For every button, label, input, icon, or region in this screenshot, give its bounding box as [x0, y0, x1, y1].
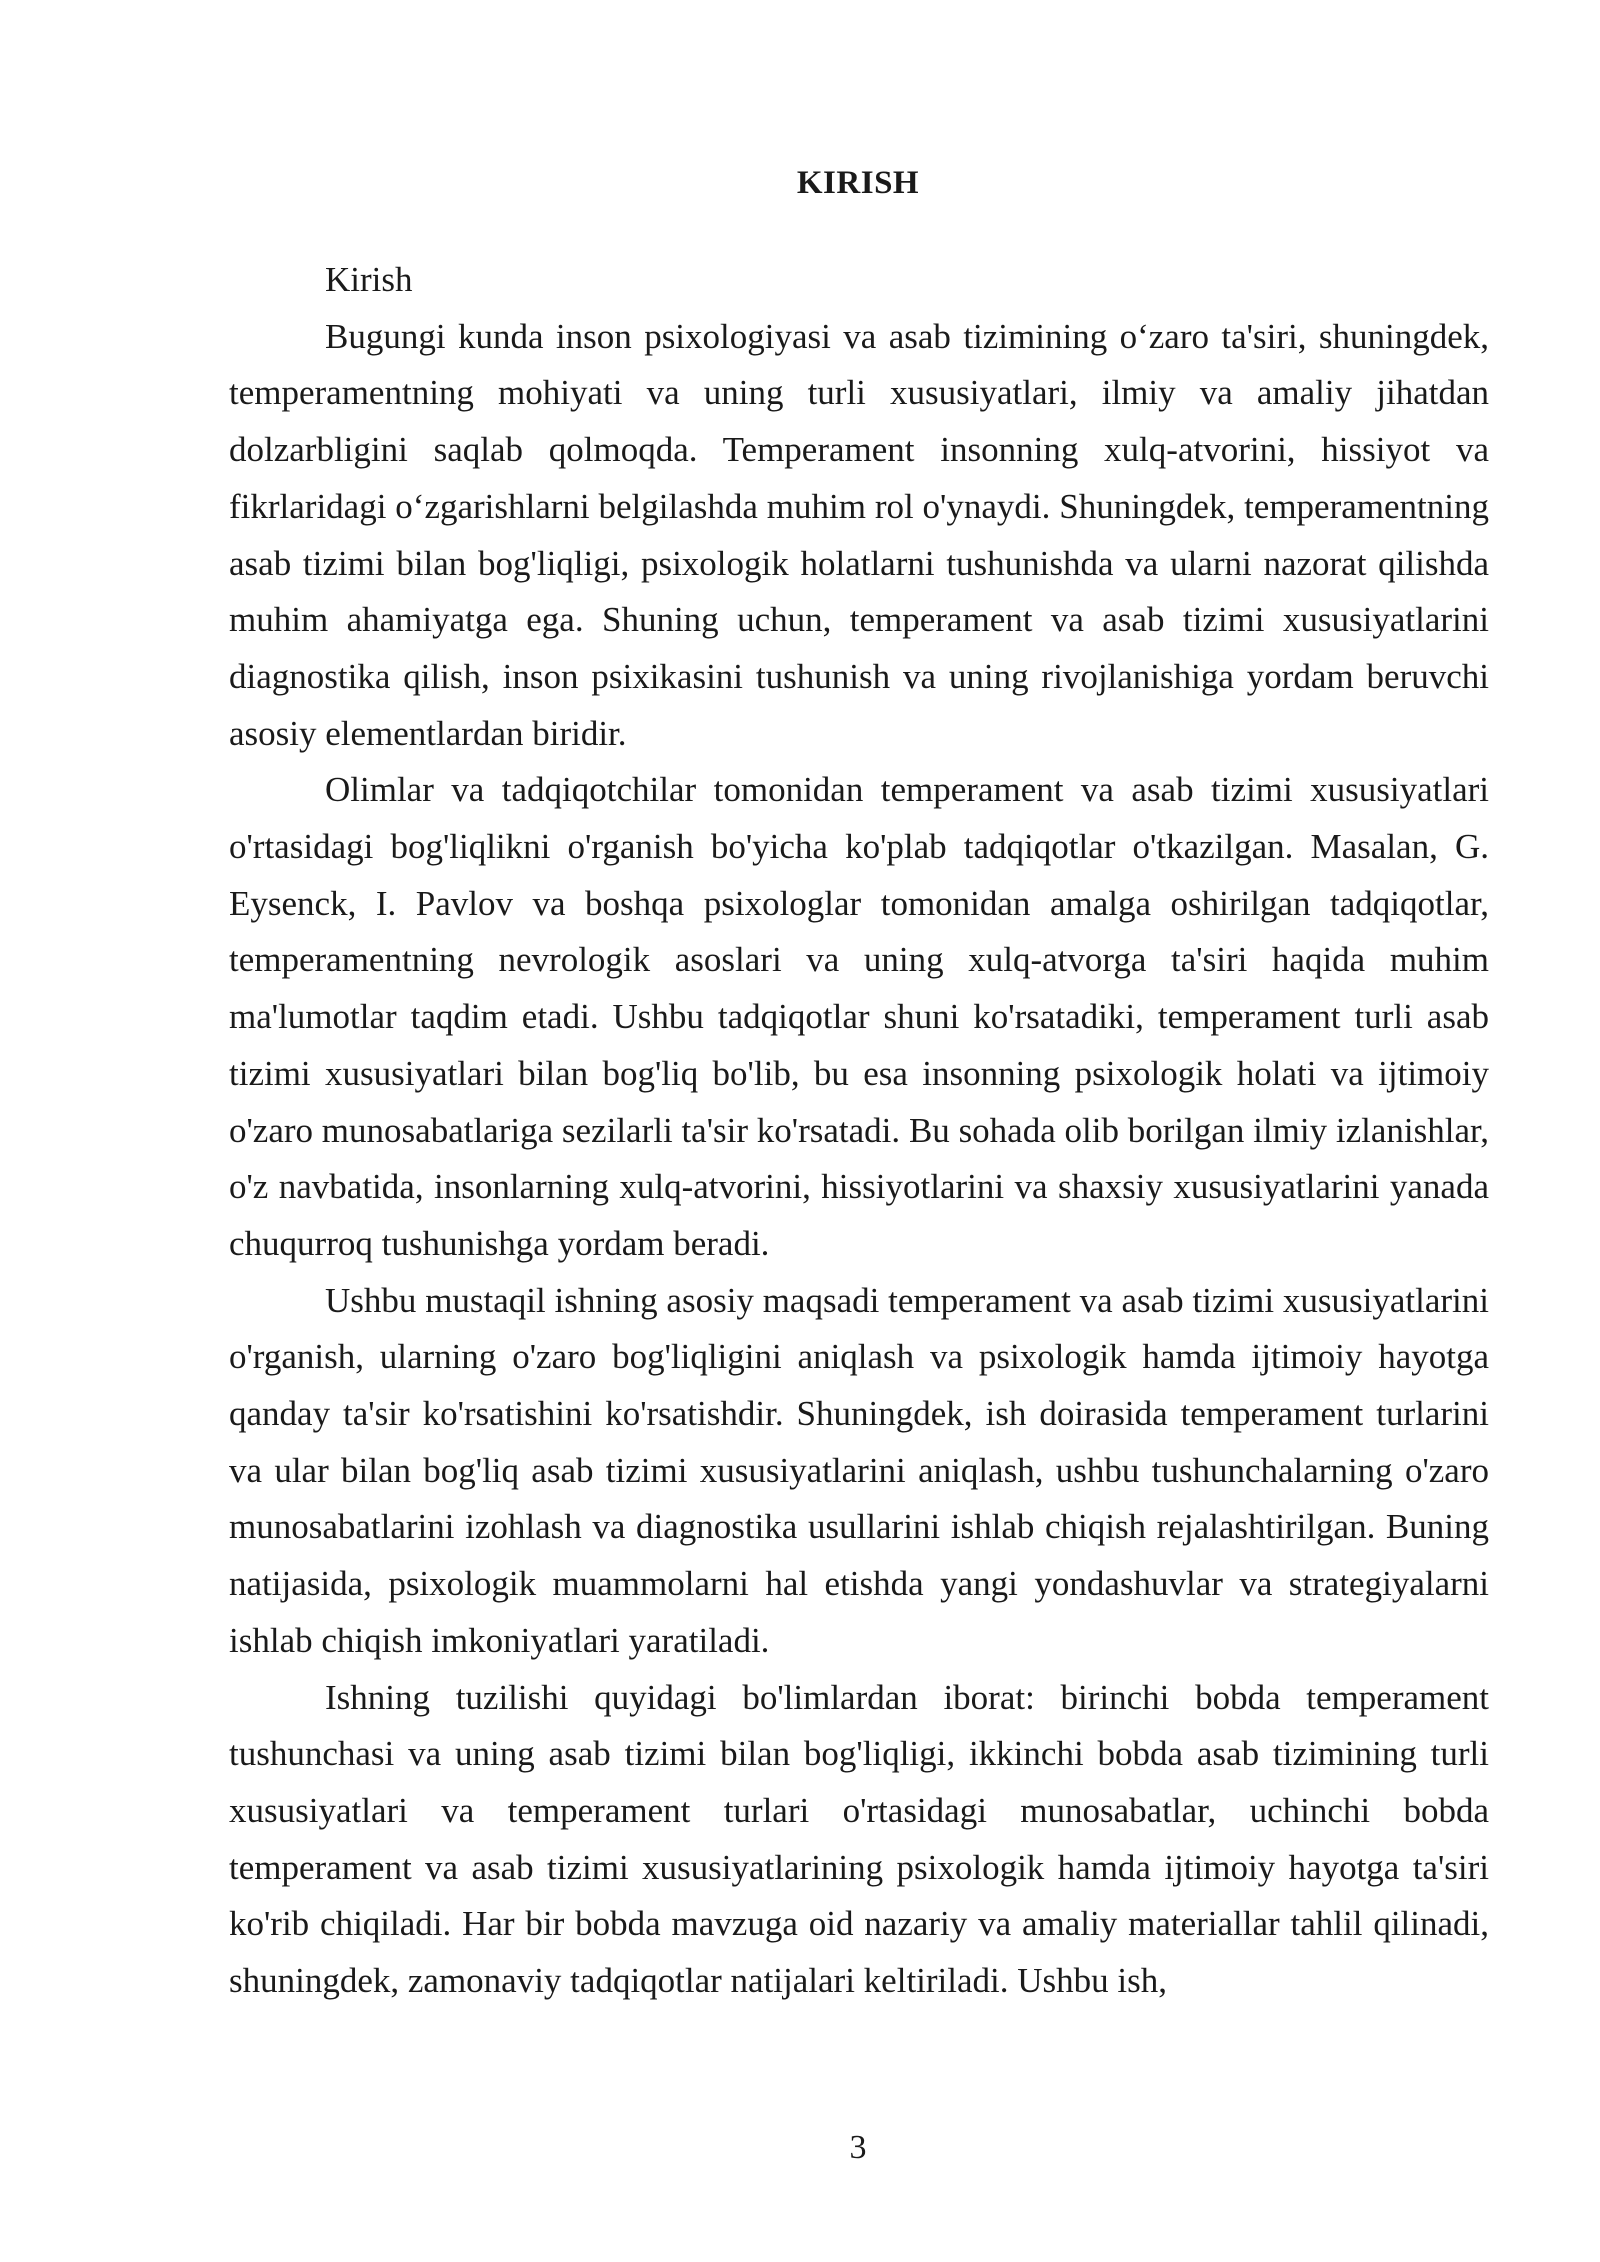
page-title: KIRISH — [796, 165, 920, 201]
document-body — [229, 252, 1489, 2010]
paragraph-2: Olimlar va tadqiqotchilar tomonidan temperament va asab tizimi xususiyatlari o'rtasidagi bog'liqlikni o'rganish bo'yicha ko'plab tadqiqotlar o'tkazilgan. Masalan, G. Eysenck, I. Pavlov va boshqa psixologlar tomonidan amalga oshirilgan tadqiqotlar, temperamentning nevrologik asoslari va uning xulq-atvorga ta'siri haqida muhim ma'lumotlar taqdim etadi. Ushbu tadqiqotlar shuni ko'rsatadiki, temperament turli asab tizimi xususiyatlari bilan bog'liq bo'lib, bu esa insonning psixologik holati va ijtimoiy o'zaro munosabatlariga sezilarli ta'sir ko'rsatadi. Bu sohada olib borilgan ilmiy izlanishlar, o'z navbatida, insonlarning xulq-atvorini, hissiyotlarini va shaxsiy xususiyatlarini yanada chuqurroq tushunishga yordam beradi. — [229, 770, 1489, 1263]
paragraph-1: Bugungi kunda inson psixologiyasi va asab tizimining o‘zaro ta'siri, shuningdek, temperamentning mohiyati va uning turli xususiyatlari, ilmiy va amaliy jihatdan dolzarbligini saqlab qolmoqda. Temperament insonning xulq-atvorini, hissiyot va fikrlaridagi o‘zgarishlarni belgilashda muhim rol o'ynaydi. Shuningdek, temperamentning asab tizimi bilan bog'liqligi, psixologik holatlarni tushunishda va ularni nazorat qilishda muhim ahamiyatga ega. Shuning uchun, temperament va asab tizimi xususiyatlarini diagnostika qilish, inson psixikasini tushunish va uning rivojlanishiga yordam beruvchi asosiy elementlardan biridir. — [229, 316, 1489, 753]
paragraph-4: Ishning tuzilishi quyidagi bo'limlardan iborat: birinchi bobda temperament tushunchasi va uning asab tizimi bilan bog'liqligi, ikkinchi bobda asab tizimining turli xususiyatlari va temperament turlari o'rtasidagi munosabatlar, uchinchi bobda temperament va asab tizimi xususiyatlarining psixologik hamda ijtimoiy hayotga ta'siri ko'rib chiqiladi. Har bir bobda mavzuga oid nazariy va amaliy materiallar tahlil qilinadi, shuningdek, zamonaviy tadqiqotlar natijalari keltiriladi. Ushbu ish, — [229, 1677, 1489, 2001]
section-subheading: Kirish — [325, 260, 413, 299]
paragraph-3: Ushbu mustaqil ishning asosiy maqsadi temperament va asab tizimi xususiyatlarini o'rganish, ularning o'zaro bog'liqligini aniqlash va psixologik hamda ijtimoiy hayotga qanday ta'sir ko'rsatishini ko'rsatishdir. Shuningdek, ish doirasida temperament turlarini va ular bilan bog'liq asab tizimi xususiyatlarini aniqlash, ushbu tushunchalarning o'zaro munosabatlarini izohlash va diagnostika usullarini ishlab chiqish rejalashtirilgan. Buning natijasida, psixologik muammolarni hal etishda yangi yondashuvlar va strategiyalarni ishlab chiqish imkoniyatlari yaratiladi. — [229, 1280, 1489, 1660]
page-number: 3 — [849, 2129, 867, 2166]
